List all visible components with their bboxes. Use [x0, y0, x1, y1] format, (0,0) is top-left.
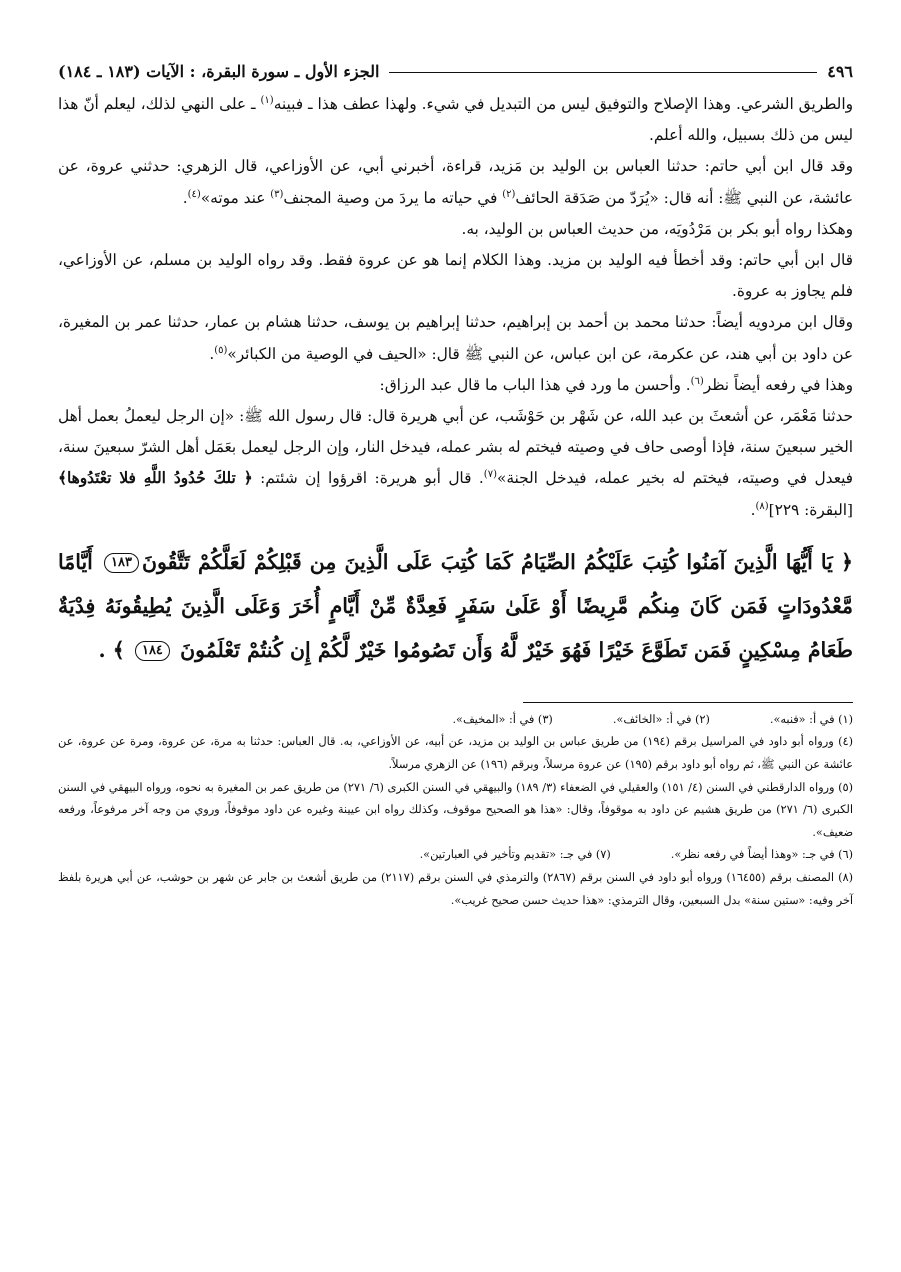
- footnote-row: [58, 844, 853, 867]
- footnote-5: (٥) ورواه الدارقطني في السنن (٤/ ١٥١) والعقيلي في الضعفاء (٣/ ١٨٩) والبيهقي في السنن الكبرى (٦/ ٢٧١) من طريق عمر بن المغيرة به نحوه، ورواه البيهقي في السنن الكبرى (٦/ ٢٧١) من طريق هشيم عن داود به موقوفاً، وقال: «هذا هو الصحيح موقوف، وكذلك رواه ابن عيينة وغيره عن داود موقوفاً، وروي من وجه آخر مرفوعاً، ورفعه ضعيف».: [58, 780, 854, 839]
- footnote-1: (١) في أ: «فنبه».: [769, 712, 853, 726]
- footnote-row: [58, 709, 853, 732]
- ayah-number-mark: ١٨٣: [104, 553, 139, 573]
- footnote-3: (٣) في أ: «المخيف».: [452, 712, 553, 726]
- main-text: [58, 89, 853, 526]
- paragraph-4: قال ابن أبي حاتم: وقد أخطأ فيه الوليد بن مزيد. وهذا الكلام إنما هو عن عروة فقط. وقد رواه الوليد بن مسلم، عن الأوزاعي، فلم يجاوز به عروة.: [58, 251, 853, 301]
- page-number: ٤٩٦: [827, 62, 853, 81]
- paragraph-3: وهكذا رواه أبو بكر بن مَرْدُويَه، من حديث العباس بن الوليد، به.: [461, 219, 853, 238]
- quran-verse: ﴿ يَا أَيُّهَا الَّذِينَ آمَنُوا كُتِبَ عَلَيْكُمُ الصِّيَامُ كَمَا كُتِبَ عَلَى الَّذِينَ مِن قَبْلِكُمْ لَعَلَّكُمْ تَتَّقُونَ١٨٣ أَيَّامًا مَّعْدُودَاتٍ فَمَن كَانَ مِنكُم مَّرِيضًا أَوْ عَلَىٰ سَفَرٍ فَعِدَّةٌ مِّنْ أَيَّامٍ أُخَرَ وَعَلَى الَّذِينَ يُطِيقُونَهُ فِدْيَةٌ طَعَامُ مِسْكِينٍ فَمَن تَطَوَّعَ خَيْرًا فَهُوَ خَيْرٌ لَّهُ وَأَن تَصُومُوا خَيْرٌ لَّكُمْ إِن كُنتُمْ تَعْلَمُونَ ١٨٤ ﴾ .: [58, 549, 853, 662]
- quran-quote: ﴿ تلكَ حُدُودُ اللَّهِ فلا تعْتَدُوها﴾: [58, 469, 253, 488]
- footnote-7: (٧) في جـ: «تقديم وتأخير في العبارتين».: [419, 848, 611, 862]
- footnote-divider: [523, 702, 853, 703]
- paragraph-6: وهذا في رفعه أيضاً نظر$^{(٦)}$. وأحسن ما ورد في هذا الباب ما قال عبد الرزاق:: [379, 375, 853, 394]
- footnote-6: (٦) في جـ: «وهذا أيضاً في رفعه نظر».: [670, 848, 853, 862]
- footnote-8: (٨) المصنف برقم (١٦٤٥٥) ورواه أبو داود في السنن برقم (٢٨٦٧) والترمذي في السنن برقم (٢١١٧) من طريق أشعث بن جابر عن شهر بن حوشب، عن أبي هريرة بلفظ آخر وفيه: «ستين سنة» بدل السبعين، وقال الترمذي: «هذا حديث حسن صحيح غريب».: [58, 871, 853, 907]
- paragraph-7: حدثنا مَعْمَر، عن أشعثَ بن عبد الله، عن شَهْر بن حَوْشَب، عن أبي هريرة قال: قال رسول الله ﷺ: «إن الرجل ليعملُ بعمل أهل الخير سبعينَ سنة، فإذا أوصى حاف في وصيته فيختم له بشر عمله، فيدخل النار، وإن الرجل ليعمل بعَمَل أهل الشرّ سبعينَ سنة، فيعدل في وصيته، فيختم له بخير عمله، فيدخل الجنة»$^{(٧)}$. قال أبو هريرة: اقرؤوا إن شئتم: ﴿ تلكَ حُدُودُ اللَّهِ فلا تعْتَدُوها﴾ [البقرة: ٢٢٩]$^{(٨)}$.: [58, 407, 853, 519]
- footnote-ref: (٣): [270, 188, 284, 200]
- footnote-ref: (٦): [690, 375, 704, 387]
- ayah-number-mark: ١٨٤: [135, 641, 170, 661]
- footnote-ref: (٤): [187, 188, 201, 200]
- paragraph-2: وقد قال ابن أبي حاتم: حدثنا العباس بن الوليد بن مَزيد، قراءة، أخبرني أبي، عن الأوزاعي، قال الزهري: حدثني عروة، عن عائشة، عن النبي ﷺ: أنه قال: «يُرَدّ من صَدَقة الحائف$^{(٢)}$ في حياته ما يردَ من وصية المجنف$^{(٣)}$ عند موته»$^{(٤)}$.: [58, 157, 853, 207]
- footnote-ref: (١): [260, 94, 274, 106]
- header-rule: [389, 72, 817, 73]
- header-title: الجزء الأول ـ سورة البقرة، : الآيات (١٨٣ ـ ١٨٤): [58, 62, 380, 81]
- footnote-ref: (٥): [214, 344, 228, 356]
- footnote-ref: (٢): [502, 188, 516, 200]
- footnotes: [58, 709, 853, 912]
- running-header: [58, 58, 853, 87]
- book-page: [58, 58, 853, 912]
- paragraph-1: والطريق الشرعي. وهذا الإصلاح والتوفيق ليس من التبديل في شيء. ولهذا عطف هذا ـ فبينه$^{(١)}$ ـ على النهي لذلك، ليعلم أنّ هذا ليس من ذلك بسبيل، والله أعلم.: [58, 94, 853, 145]
- footnote-2: (٢) في أ: «الخائف».: [612, 712, 710, 726]
- footnote-4: (٤) ورواه أبو داود في المراسيل برقم (١٩٤) من طريق عباس بن الوليد بن مزيد، عن أبيه، عن الأوزاعي، به. قال العباس: حدثنا به مرة، عن عروة، ومرة عن عروة، عن عائشة عن النبي ﷺ، ثم رواه أبو داود برقم (١٩٥) عن عروة مرسلاً، وبرقم (١٩٦) عن الزهري مرسلاً.: [58, 735, 853, 772]
- paragraph-5: وقال ابن مردويه أيضاً: حدثنا محمد بن أحمد بن إبراهيم، حدثنا إبراهيم بن يوسف، حدثنا هشام بن عمار، حدثنا عمر بن المغيرة، عن داود بن أبي هند، عن عكرمة، عن ابن عباس، عن النبي ﷺ قال: «الحيف في الوصية من الكبائر»$^{(٥)}$.: [58, 313, 853, 363]
- footnote-ref: (٨): [755, 500, 769, 512]
- footnote-ref: (٧): [483, 469, 497, 481]
